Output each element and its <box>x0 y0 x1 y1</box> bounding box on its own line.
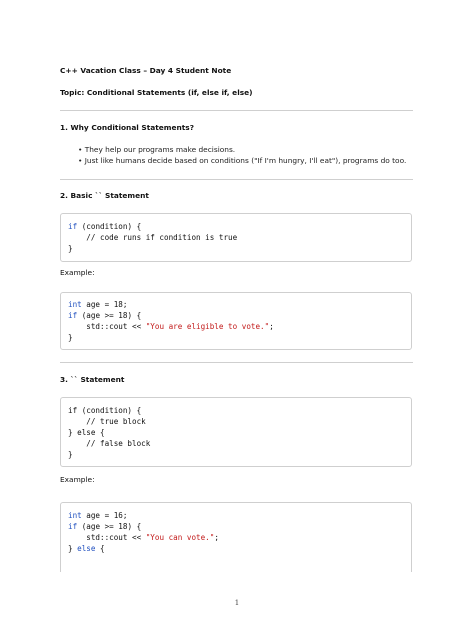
code-line: } <box>68 450 73 459</box>
bullet-item: • Just like humans decide based on conditions ("If I'm hungry, I'll eat"), programs do too. <box>78 156 407 165</box>
code-line <box>68 322 274 333</box>
code-line: } <box>68 333 73 342</box>
code-keyword: else <box>77 544 96 553</box>
code-line <box>68 222 141 233</box>
code-block-if-syntax <box>60 213 412 262</box>
code-text: ; <box>269 322 274 331</box>
code-text: { <box>95 544 105 553</box>
document-title: C++ Vacation Class – Day 4 Student Note <box>60 66 232 75</box>
code-text: age = 18; <box>81 300 128 309</box>
code-keyword: if <box>68 311 78 320</box>
page-number: 1 <box>234 599 240 607</box>
code-line <box>68 311 141 322</box>
code-line <box>68 511 127 522</box>
bullet-item: • They help our programs make decisions. <box>78 145 236 154</box>
code-line: if (condition) { <box>68 406 142 415</box>
code-text: age = 16; <box>81 511 128 520</box>
code-comment: // code runs if condition is true <box>68 233 238 242</box>
code-block-if-example <box>60 292 412 350</box>
code-line <box>68 533 219 544</box>
code-text: std::cout << <box>68 322 146 331</box>
divider <box>60 362 413 363</box>
code-keyword: if <box>68 522 78 531</box>
code-comment: // false block <box>68 439 151 448</box>
code-string: "You can vote." <box>145 533 215 542</box>
code-comment: // true block <box>68 417 146 426</box>
code-text: ; <box>214 533 219 542</box>
code-keyword: if <box>68 222 78 231</box>
divider <box>60 179 413 180</box>
code-line <box>68 300 127 311</box>
code-text: (age >= 18) { <box>77 522 142 531</box>
section-3-heading: 3. `` Statement <box>60 375 125 384</box>
code-line <box>68 522 141 533</box>
code-text: std::cout << <box>68 533 146 542</box>
code-block-if-else-syntax <box>60 397 412 467</box>
code-block-if-else-example <box>60 502 412 572</box>
example-label: Example: <box>60 475 95 484</box>
section-1-heading: 1. Why Conditional Statements? <box>60 123 194 132</box>
code-text: } <box>68 544 78 553</box>
example-label: Example: <box>60 268 95 277</box>
divider <box>60 110 413 111</box>
code-text: (age >= 18) { <box>77 311 142 320</box>
topic-line: Topic: Conditional Statements (if, else if, else) <box>60 88 253 97</box>
code-line: } else { <box>68 428 105 437</box>
code-keyword: int <box>68 511 82 520</box>
code-line: } <box>68 244 73 253</box>
code-line <box>68 544 105 555</box>
code-keyword: int <box>68 300 82 309</box>
section-2-heading: 2. Basic `` Statement <box>60 191 149 200</box>
code-text: (condition) { <box>77 222 142 231</box>
code-string: "You are eligible to vote." <box>145 322 270 331</box>
